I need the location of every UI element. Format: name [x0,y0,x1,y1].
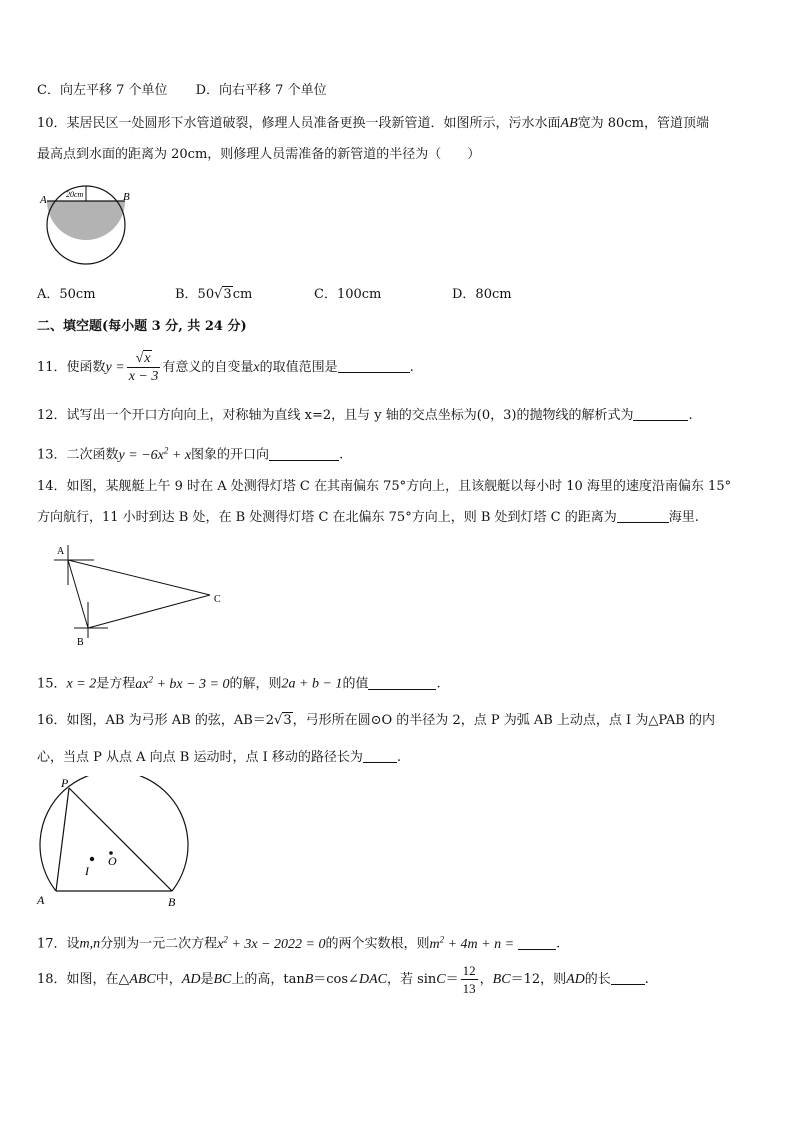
q15-eq2: $ax^2$ + bx − 3 = 0 [135,674,230,692]
q14-suffix: 海里. [668,510,699,525]
q10-pipe-figure [34,182,134,268]
q13-answer-blank[interactable] [269,446,339,461]
q17-mid: 分别为一元二次方程 [100,936,218,952]
q14-line-1: 14．如图，某舰艇上午 9 时在 A 处测得灯塔 C 在其南偏东 75°方向上，且该舰艇以每小时 10 海里的速度沿南偏东 15° [37,479,732,494]
q10-option-a: A．50cm [37,287,96,302]
q14-segment-ab [68,560,88,628]
q15 [37,669,441,695]
q17-expression: $m^2 + 4m + n$ = [429,934,515,952]
q15-eq1: x = 2 [66,676,97,692]
q15-mid2: 的解，则 [229,676,282,692]
q17-equation: $x^2 + 3x - 2022 = 0$ [217,934,326,952]
q17-prefix: 17．设 [37,936,80,952]
q10-water-region [47,201,125,240]
q13-suffix: 图象的开口向 [191,447,270,463]
q12-text: 12．试写出一个开口方向向上，对称轴为直线 x=2，且与 y 轴的交点坐标为(0，3)的抛物线的解析式为 [37,408,634,423]
q14-segment-bc [88,595,210,628]
section-heading: 二、填空题(每小题 3 分, 共 24 分) [37,319,247,334]
q12-end: . [688,408,693,423]
q16-label-p: P [61,776,69,790]
q16-end: . [396,750,402,765]
q17-answer-blank[interactable] [518,935,556,950]
q16-text-2: ，弓形所在圆⊙O 的半径为 2，点 P 为弧 AB 上动点，点 I 为△PAB 的内 [292,713,715,728]
q10-label-a: A [40,194,47,206]
q15-prefix: 15． [37,676,67,692]
q16-radicand: 3 [283,713,292,728]
q14-navigation-figure [44,540,234,650]
q17-vars: m,n [79,936,101,952]
q10-option-c: C．100cm [314,287,382,302]
q11-answer-blank[interactable] [338,358,410,373]
q14-line-2 [37,508,699,528]
q14-label-a: A [57,546,65,557]
q16-line-1: 16．如图，AB 为弓形 AB 的弦，AB＝2√3，弓形所在圆⊙O 的半径为 2，点 P 为弧 AB 上动点，点 I 为△PAB 的内 [37,713,715,728]
q18-answer-blank[interactable] [611,970,645,985]
q15-eq3: 2a + b − 1 [281,676,343,692]
q17-end: . [556,936,561,952]
q18-ad: AD [181,972,201,987]
q15-suffix: 的值 [342,676,369,692]
q14-answer-blank[interactable] [617,508,669,523]
q18-b: B [304,972,314,987]
q18-triangle: △ABC [118,972,156,987]
q10-label-b: B [123,191,130,203]
q16-answer-blank[interactable] [363,748,397,763]
q17-mid2: 的两个实数根，则 [325,936,430,952]
q17 [37,929,560,955]
q15-mid1: 是方程 [96,676,136,692]
q16-text-3: 心，当点 P 从点 A 向点 B 运动时，点 I 移动的路径长为 [37,750,363,765]
q14-text: 方向航行，11 小时到达 B 处，在 B 处测得灯塔 C 在北偏东 75°方向上，则 B 处到灯塔 C 的距离为 [37,510,617,525]
q13 [37,440,343,466]
q10-ab: AB [560,116,578,131]
q11-y-eq: y = [105,360,125,375]
q16-segment-pa [56,788,69,891]
q13-end: . [339,447,344,463]
q12-answer-blank[interactable] [633,406,688,421]
q18-dac: DAC [358,972,387,987]
q14-label-b: B [77,637,84,648]
q18-bc: BC [213,972,232,987]
q11-mid: 有意义的自变量 [162,360,254,375]
q16-arc-figure [30,776,200,910]
q16-line-2 [37,748,401,768]
q10-line-2: 最高点到水面的距离为 20cm，则修理人员需准备的新管道的半径为（ ） [37,147,481,162]
q9-option-c: C．向左平移 7 个单位 [37,83,168,98]
q10-label-depth: 20cm [66,190,84,199]
q16-text: 16．如图，AB 为弓形 AB 的弦，AB＝2 [37,713,275,728]
q15-end: . [436,676,441,692]
q18-fraction: $\frac{12}{13}$ [462,963,476,996]
q11 [37,350,414,386]
q18-c: C [436,972,446,987]
q11-prefix: 11．使函数 [37,360,106,375]
q10-text-2: 宽为 80cm，管道顶端 [577,116,709,131]
q16-label-a: A [37,893,45,907]
q16-label-o: O [108,854,117,868]
q12 [37,406,693,426]
q13-formula: $y = -6x^2 + x$ [118,445,192,463]
q16-label-b: B [168,895,176,909]
q15-answer-blank[interactable] [368,675,436,690]
q11-var: x [253,360,260,375]
q11-suffix: 的取值范围是 [259,360,338,375]
q10-option-b: B．50√3cm [175,287,253,302]
q14-label-c: C [214,594,221,605]
q14-segment-ac [68,560,210,595]
q16-label-i: I [85,864,89,878]
q18-ad-2: AD [566,972,585,987]
q16-point-i [90,857,94,861]
q11-end: . [409,360,414,375]
q9-options [37,81,327,101]
q9-option-d: D．向右平移 7 个单位 [195,83,327,98]
q11-fraction: $\frac{√x}{x - 3}$ [128,351,159,384]
q18-bc-2: BC [492,972,511,987]
q10-text: 10．某居民区一处圆形下水管道破裂，修理人员准备更换一段新管道．如图所示，污水水面 [37,116,561,131]
q18: 18．如图，在△ABC中，AD是BC上的高，tanB＝cos∠DAC，若 sinC＝ $\frac{12}{13}$ ，BC＝12，则AD的长 . [37,963,649,996]
q10-option-d: D．80cm [452,287,512,302]
q13-prefix: 13．二次函数 [37,447,119,463]
q10-line-1 [37,114,709,134]
